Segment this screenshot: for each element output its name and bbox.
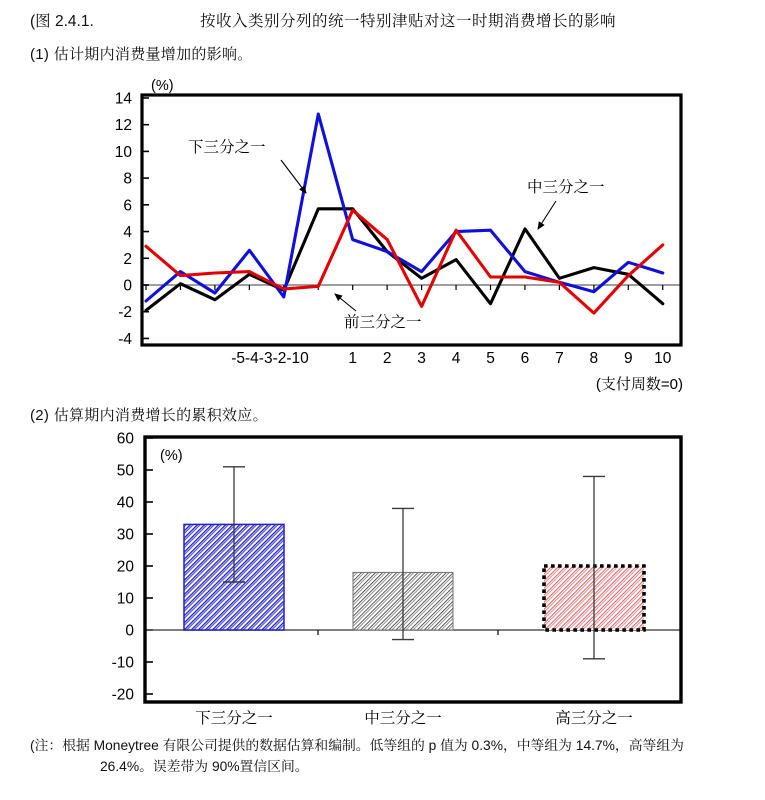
annotation-arrow-2 [335, 294, 356, 311]
y-tick-label: 10 [114, 143, 132, 161]
note-line-2: 26.4%。误差带为 90%置信区间。 [100, 759, 309, 774]
y-tick-label: 60 [116, 430, 134, 448]
y-tick-label: 14 [114, 90, 132, 108]
y-tick-label: 12 [114, 117, 132, 135]
line-series-1 [146, 209, 663, 311]
annotation-arrow-1 [538, 201, 556, 229]
y-tick-label: 30 [116, 526, 134, 544]
y-tick-label: -4 [118, 330, 132, 348]
section-1-heading: (1) 估计期内消费量增加的影响。 [30, 46, 253, 63]
y-tick-label: 50 [116, 462, 134, 480]
y-tick-label: 10 [116, 590, 134, 608]
series-annotation-label-0: 下三分之一 [188, 139, 266, 156]
x-tick-label-compressed: -5-4-3-2-10 [231, 350, 309, 367]
y-tick-label: 0 [125, 622, 134, 640]
y-tick-label: 6 [123, 197, 132, 215]
line-chart [115, 78, 683, 393]
y-tick-label: 40 [116, 494, 134, 512]
series-annotation-label-1: 中三分之一 [527, 179, 605, 196]
y-tick-label: 20 [116, 558, 134, 576]
x-tick-label: 9 [623, 350, 633, 367]
annotation-arrow-0 [281, 160, 306, 193]
x-tick-label: 2 [382, 350, 392, 367]
y-tick-label: 4 [123, 224, 132, 242]
y-axis-unit-label: (%) [151, 78, 174, 94]
y-tick-label: -2 [118, 304, 132, 322]
x-tick-label: 8 [589, 350, 599, 367]
x-tick-label: 7 [555, 350, 564, 367]
note-line-1: (注：根据 Moneytree 有限公司提供的数据估算和编制。低等组的 p 值为 0.3%，中等组为 14.7%，高等组为 [30, 738, 684, 753]
x-category-label: 高三分之一 [555, 710, 633, 727]
series-annotation-label-2: 前三分之一 [344, 314, 422, 331]
bar-chart [112, 431, 681, 728]
x-tick-label: 3 [417, 350, 426, 367]
y-tick-label: 0 [123, 277, 132, 295]
y-tick-label: -20 [111, 686, 134, 704]
x-tick-label: 1 [348, 350, 358, 367]
figure-title: 按收入类别分列的统一特别津贴对这一时期消费增长的影响 [200, 13, 617, 30]
figure-label: (图 2.4.1. [30, 13, 94, 30]
y-tick-label: -10 [111, 654, 134, 672]
y-axis-unit-label: (%) [160, 448, 183, 464]
y-tick-label: 2 [123, 250, 132, 268]
x-tick-label: 6 [520, 350, 530, 367]
x-category-label: 中三分之一 [364, 710, 442, 727]
x-category-label: 下三分之一 [195, 710, 273, 727]
y-tick-label: 8 [123, 170, 132, 188]
section-2-heading: (2) 估算期内消费增长的累积效应。 [30, 407, 268, 424]
x-tick-label: 4 [451, 350, 461, 367]
x-tick-label: 10 [654, 350, 672, 367]
x-tick-label: 5 [486, 350, 495, 367]
x-axis-note: (支付周数=0) [595, 376, 683, 393]
figure-note [30, 735, 684, 777]
